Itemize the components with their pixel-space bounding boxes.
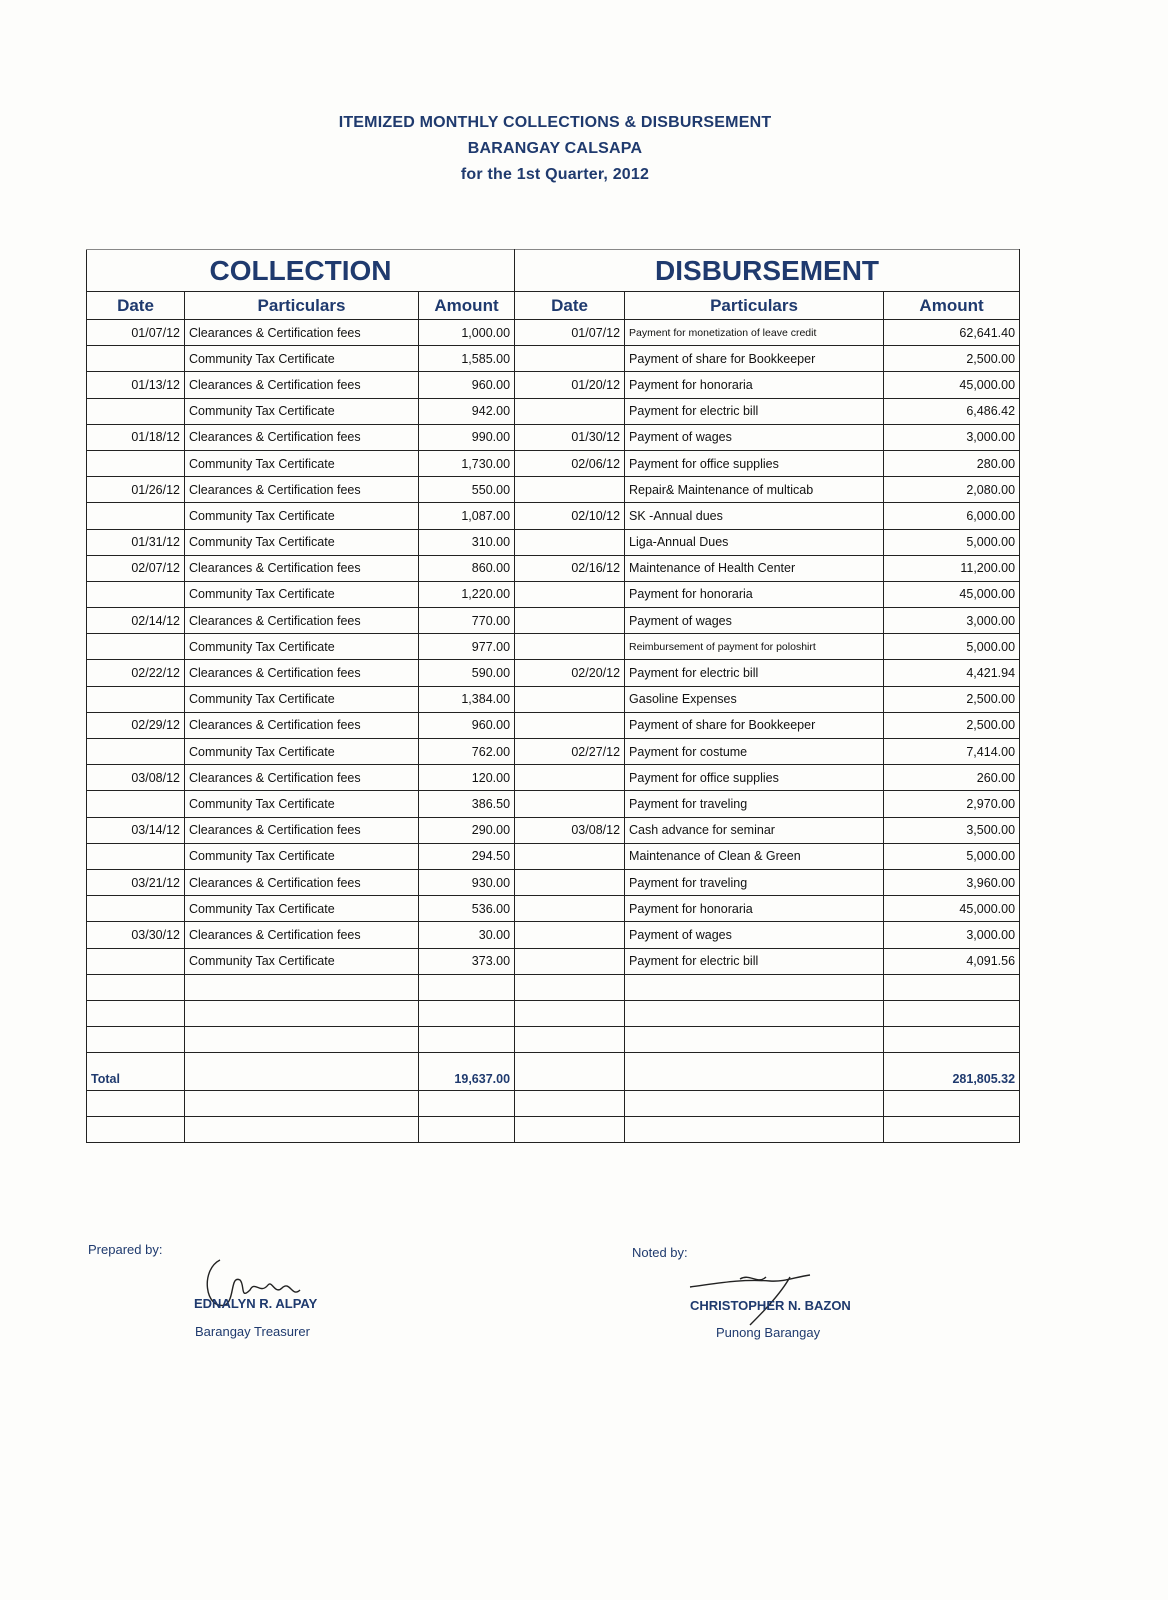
collection-particulars-cell: Clearances & Certification fees <box>185 922 419 948</box>
table-row <box>87 320 1020 346</box>
disbursement-date-cell <box>515 765 625 791</box>
collection-particulars-cell: Clearances & Certification fees <box>185 817 419 843</box>
collection-date-cell: 01/31/12 <box>87 529 185 555</box>
disbursement-particulars-cell: Payment for office supplies <box>625 765 884 791</box>
disbursement-amount-cell: 3,960.00 <box>884 869 1020 895</box>
disbursement-particulars-cell: Payment for electric bill <box>625 948 884 974</box>
disbursement-particulars-cell: Payment of wages <box>625 608 884 634</box>
disbursement-particulars-cell: Payment for electric bill <box>625 398 884 424</box>
collection-amount-cell: 290.00 <box>419 817 515 843</box>
collection-particulars-cell: Clearances & Certification fees <box>185 477 419 503</box>
collection-particulars-cell: Clearances & Certification fees <box>185 608 419 634</box>
collection-particulars-cell: Community Tax Certificate <box>185 843 419 869</box>
disbursement-amount-cell: 2,970.00 <box>884 791 1020 817</box>
collection-particulars-cell: Community Tax Certificate <box>185 739 419 765</box>
disbursement-particulars-cell: Payment of share for Bookkeeper <box>625 346 884 372</box>
disbursement-particulars-cell: Payment for monetization of leave credit <box>625 320 884 346</box>
table-row <box>87 372 1020 398</box>
collection-date-cell <box>87 948 185 974</box>
collection-particulars-cell: Community Tax Certificate <box>185 791 419 817</box>
title-line-1: ITEMIZED MONTHLY COLLECTIONS & DISBURSEMENT <box>338 114 772 131</box>
disbursement-amount-cell: 5,000.00 <box>884 843 1020 869</box>
collection-particulars-cell: Community Tax Certificate <box>185 948 419 974</box>
collection-date-cell <box>87 503 185 529</box>
collection-date-cell <box>87 843 185 869</box>
prepared-by-label: Prepared by: <box>88 1242 163 1257</box>
disbursement-date-cell <box>515 346 625 372</box>
disbursement-date-cell <box>515 843 625 869</box>
table-row <box>87 398 1020 424</box>
collection-date-cell <box>87 450 185 476</box>
collection-amount-cell: 294.50 <box>419 843 515 869</box>
collection-particulars-cell: Clearances & Certification fees <box>185 555 419 581</box>
collection-particulars-cell: Clearances & Certification fees <box>185 712 419 738</box>
disbursement-date-cell <box>515 948 625 974</box>
disbursement-date-cell <box>515 869 625 895</box>
collection-particulars-cell: Clearances & Certification fees <box>185 869 419 895</box>
collection-date-cell: 03/14/12 <box>87 817 185 843</box>
total-row <box>87 1052 1020 1090</box>
table-row <box>87 817 1020 843</box>
collection-amount-cell: 536.00 <box>419 896 515 922</box>
table-row <box>87 581 1020 607</box>
collection-particulars-cell: Clearances & Certification fees <box>185 320 419 346</box>
collection-date-cell <box>87 896 185 922</box>
table-row <box>87 555 1020 581</box>
collection-particulars-cell: Community Tax Certificate <box>185 896 419 922</box>
ledger-footer <box>87 974 1020 1142</box>
disbursement-particulars-cell: Payment of wages <box>625 922 884 948</box>
disbursement-total: 281,805.32 <box>884 1052 1020 1090</box>
collection-particulars-cell: Community Tax Certificate <box>185 529 419 555</box>
collection-amount-cell: 1,000.00 <box>419 320 515 346</box>
collection-total: 19,637.00 <box>419 1052 515 1090</box>
col-header-disbursement-particulars: Particulars <box>625 292 884 320</box>
disbursement-amount-cell: 4,421.94 <box>884 660 1020 686</box>
table-row <box>87 424 1020 450</box>
disbursement-amount-cell: 6,486.42 <box>884 398 1020 424</box>
disbursement-amount-cell: 45,000.00 <box>884 581 1020 607</box>
disbursement-particulars-cell: Maintenance of Health Center <box>625 555 884 581</box>
collection-amount-cell: 1,384.00 <box>419 686 515 712</box>
table-row <box>87 660 1020 686</box>
col-header-disbursement-date: Date <box>515 292 625 320</box>
col-header-collection-particulars: Particulars <box>185 292 419 320</box>
table-row <box>87 503 1020 529</box>
collection-particulars-cell: Community Tax Certificate <box>185 398 419 424</box>
collection-particulars-cell: Community Tax Certificate <box>185 503 419 529</box>
collection-heading: COLLECTION <box>87 250 515 292</box>
disbursement-date-cell <box>515 398 625 424</box>
collection-amount-cell: 990.00 <box>419 424 515 450</box>
collection-particulars-cell: Community Tax Certificate <box>185 450 419 476</box>
collection-amount-cell: 30.00 <box>419 922 515 948</box>
disbursement-amount-cell: 45,000.00 <box>884 896 1020 922</box>
collection-amount-cell: 960.00 <box>419 712 515 738</box>
collection-particulars-cell: Community Tax Certificate <box>185 581 419 607</box>
collection-date-cell: 02/22/12 <box>87 660 185 686</box>
disbursement-particulars-cell: Repair& Maintenance of multicab <box>625 477 884 503</box>
collection-date-cell <box>87 791 185 817</box>
table-row <box>87 529 1020 555</box>
disbursement-date-cell <box>515 581 625 607</box>
collection-particulars-cell: Clearances & Certification fees <box>185 765 419 791</box>
collection-amount-cell: 960.00 <box>419 372 515 398</box>
collection-amount-cell: 977.00 <box>419 634 515 660</box>
disbursement-date-cell: 03/08/12 <box>515 817 625 843</box>
disbursement-amount-cell: 7,414.00 <box>884 739 1020 765</box>
collection-date-cell: 03/08/12 <box>87 765 185 791</box>
table-row <box>87 634 1020 660</box>
disbursement-amount-cell: 5,000.00 <box>884 529 1020 555</box>
disbursement-date-cell <box>515 712 625 738</box>
disbursement-date-cell <box>515 634 625 660</box>
disbursement-particulars-cell: Payment of wages <box>625 424 884 450</box>
punong-barangay-name: CHRISTOPHER N. BAZON <box>690 1298 851 1313</box>
disbursement-amount-cell: 3,500.00 <box>884 817 1020 843</box>
collection-date-cell: 01/07/12 <box>87 320 185 346</box>
ledger-table <box>86 249 1020 1143</box>
disbursement-date-cell <box>515 896 625 922</box>
collection-date-cell: 03/21/12 <box>87 869 185 895</box>
disbursement-amount-cell: 2,500.00 <box>884 712 1020 738</box>
noted-by-label: Noted by: <box>632 1245 688 1260</box>
disbursement-amount-cell: 3,000.00 <box>884 424 1020 450</box>
table-row <box>87 843 1020 869</box>
collection-amount-cell: 1,585.00 <box>419 346 515 372</box>
collection-amount-cell: 930.00 <box>419 869 515 895</box>
collection-date-cell <box>87 581 185 607</box>
disbursement-particulars-cell: Payment for honoraria <box>625 372 884 398</box>
section-heading-row <box>87 250 1020 292</box>
table-row <box>87 686 1020 712</box>
collection-date-cell: 02/29/12 <box>87 712 185 738</box>
disbursement-particulars-cell: Payment for traveling <box>625 869 884 895</box>
disbursement-amount-cell: 2,500.00 <box>884 346 1020 372</box>
collection-amount-cell: 386.50 <box>419 791 515 817</box>
disbursement-particulars-cell: SK -Annual dues <box>625 503 884 529</box>
disbursement-particulars-cell: Reimbursement of payment for poloshirt <box>625 634 884 660</box>
disbursement-date-cell: 01/07/12 <box>515 320 625 346</box>
table-row <box>87 869 1020 895</box>
disbursement-amount-cell: 62,641.40 <box>884 320 1020 346</box>
collection-date-cell <box>87 346 185 372</box>
title-line-3: for the 1st Quarter, 2012 <box>460 166 650 183</box>
col-header-collection-amount: Amount <box>419 292 515 320</box>
table-row <box>87 765 1020 791</box>
collection-date-cell: 02/14/12 <box>87 608 185 634</box>
disbursement-date-cell: 02/20/12 <box>515 660 625 686</box>
blank-row <box>87 974 1020 1000</box>
collection-amount-cell: 860.00 <box>419 555 515 581</box>
total-label: Total <box>87 1052 185 1090</box>
table-row <box>87 477 1020 503</box>
disbursement-date-cell: 02/10/12 <box>515 503 625 529</box>
disbursement-amount-cell: 2,500.00 <box>884 686 1020 712</box>
disbursement-amount-cell: 3,000.00 <box>884 922 1020 948</box>
table-row <box>87 922 1020 948</box>
title-line-2: BARANGAY CALSAPA <box>467 140 643 157</box>
ledger-body <box>87 320 1020 975</box>
blank-row <box>87 1026 1020 1052</box>
collection-amount-cell: 1,730.00 <box>419 450 515 476</box>
collection-date-cell <box>87 739 185 765</box>
disbursement-date-cell <box>515 529 625 555</box>
collection-amount-cell: 942.00 <box>419 398 515 424</box>
collection-particulars-cell: Community Tax Certificate <box>185 346 419 372</box>
collection-date-cell: 01/13/12 <box>87 372 185 398</box>
disbursement-particulars-cell: Payment for costume <box>625 739 884 765</box>
table-row <box>87 346 1020 372</box>
disbursement-amount-cell: 2,080.00 <box>884 477 1020 503</box>
disbursement-particulars-cell: Payment for honoraria <box>625 896 884 922</box>
disbursement-date-cell <box>515 608 625 634</box>
disbursement-particulars-cell: Payment for honoraria <box>625 581 884 607</box>
collection-particulars-cell: Clearances & Certification fees <box>185 372 419 398</box>
disbursement-date-cell: 01/20/12 <box>515 372 625 398</box>
disbursement-date-cell <box>515 686 625 712</box>
collection-date-cell: 01/26/12 <box>87 477 185 503</box>
collection-amount-cell: 762.00 <box>419 739 515 765</box>
disbursement-amount-cell: 260.00 <box>884 765 1020 791</box>
disbursement-amount-cell: 280.00 <box>884 450 1020 476</box>
punong-barangay-role: Punong Barangay <box>716 1325 821 1340</box>
disbursement-date-cell: 02/06/12 <box>515 450 625 476</box>
table-row <box>87 450 1020 476</box>
table-row <box>87 712 1020 738</box>
collection-date-cell: 02/07/12 <box>87 555 185 581</box>
blank-row <box>87 1116 1020 1142</box>
table-row <box>87 948 1020 974</box>
table-row <box>87 608 1020 634</box>
disbursement-heading: DISBURSEMENT <box>515 250 1020 292</box>
column-header-row <box>87 292 1020 320</box>
disbursement-amount-cell: 45,000.00 <box>884 372 1020 398</box>
blank-row <box>87 1000 1020 1026</box>
disbursement-date-cell <box>515 477 625 503</box>
disbursement-amount-cell: 6,000.00 <box>884 503 1020 529</box>
col-header-disbursement-amount: Amount <box>884 292 1020 320</box>
collection-amount-cell: 590.00 <box>419 660 515 686</box>
disbursement-date-cell <box>515 922 625 948</box>
disbursement-date-cell: 01/30/12 <box>515 424 625 450</box>
collection-amount-cell: 550.00 <box>419 477 515 503</box>
treasurer-name: EDNALYN R. ALPAY <box>194 1296 318 1311</box>
disbursement-particulars-cell: Payment for traveling <box>625 791 884 817</box>
disbursement-particulars-cell: Payment for electric bill <box>625 660 884 686</box>
disbursement-amount-cell: 5,000.00 <box>884 634 1020 660</box>
blank-row <box>87 1090 1020 1116</box>
disbursement-particulars-cell: Payment for office supplies <box>625 450 884 476</box>
treasurer-role: Barangay Treasurer <box>195 1324 310 1339</box>
collection-amount-cell: 770.00 <box>419 608 515 634</box>
disbursement-particulars-cell: Payment of share for Bookkeeper <box>625 712 884 738</box>
collection-date-cell: 01/18/12 <box>87 424 185 450</box>
collection-particulars-cell: Clearances & Certification fees <box>185 424 419 450</box>
collection-particulars-cell: Clearances & Certification fees <box>185 660 419 686</box>
collection-amount-cell: 120.00 <box>419 765 515 791</box>
collection-particulars-cell: Community Tax Certificate <box>185 634 419 660</box>
collection-date-cell <box>87 686 185 712</box>
disbursement-date-cell: 02/27/12 <box>515 739 625 765</box>
disbursement-date-cell: 02/16/12 <box>515 555 625 581</box>
collection-particulars-cell: Community Tax Certificate <box>185 686 419 712</box>
document-title <box>0 110 1110 188</box>
disbursement-amount-cell: 11,200.00 <box>884 555 1020 581</box>
collection-date-cell <box>87 398 185 424</box>
collection-amount-cell: 310.00 <box>419 529 515 555</box>
disbursement-particulars-cell: Liga-Annual Dues <box>625 529 884 555</box>
table-row <box>87 896 1020 922</box>
disbursement-particulars-cell: Maintenance of Clean & Green <box>625 843 884 869</box>
table-row <box>87 739 1020 765</box>
disbursement-particulars-cell: Cash advance for seminar <box>625 817 884 843</box>
disbursement-amount-cell: 4,091.56 <box>884 948 1020 974</box>
collection-date-cell <box>87 634 185 660</box>
disbursement-particulars-cell: Gasoline Expenses <box>625 686 884 712</box>
col-header-collection-date: Date <box>87 292 185 320</box>
disbursement-amount-cell: 3,000.00 <box>884 608 1020 634</box>
collection-amount-cell: 373.00 <box>419 948 515 974</box>
collection-amount-cell: 1,220.00 <box>419 581 515 607</box>
collection-date-cell: 03/30/12 <box>87 922 185 948</box>
table-row <box>87 791 1020 817</box>
collection-amount-cell: 1,087.00 <box>419 503 515 529</box>
disbursement-date-cell <box>515 791 625 817</box>
